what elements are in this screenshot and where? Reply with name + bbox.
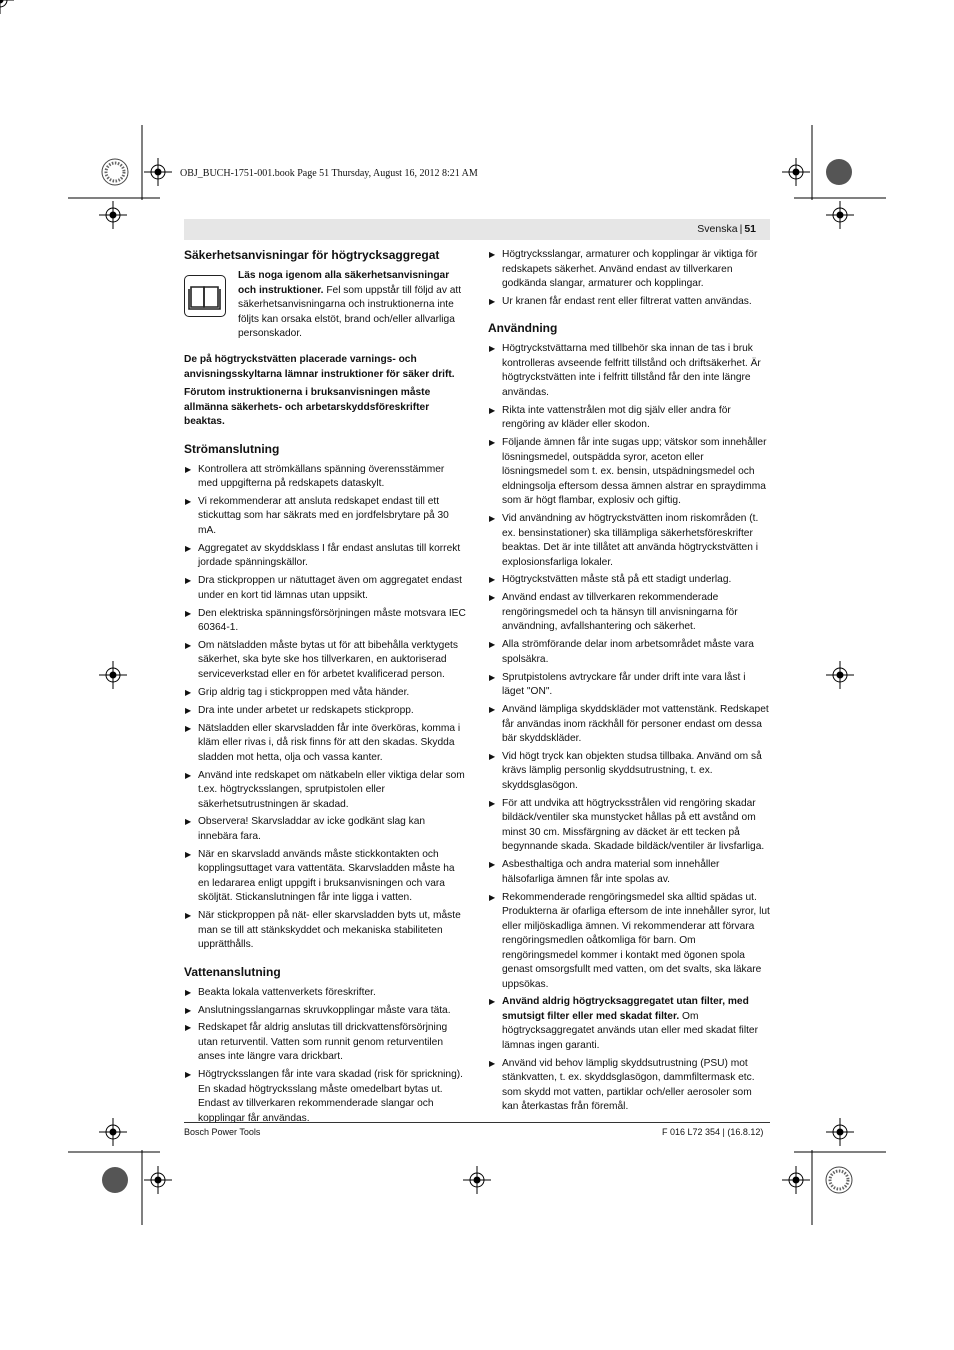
safety-paragraph: De på högtryckstvätten placerade varnings- och anvisningsskyltarna lämnar instruktioner för säker drift. [184,354,455,380]
bullet-arrow-icon: ▶ [185,770,192,780]
header-separator: | [739,223,743,235]
list-item: ▶ Sprutpistolens avtryckare får under drift inte vara låst i läget "ON". [489,671,746,698]
list-item: ▶ När en skarvsladd används måste stickkontakten och kopplingsuttaget vara vattentäta. Skarvsladden måste ha en ledararea enligt uppgift i bruksanvisningen och vara sköljtät. Stickanslutningen får inte ligga i vatten. [185,848,455,904]
list-item: ▶ Använd inte redskapet om nätkabeln eller viktiga delar som t.ex. högtrycksslangen, sprutpistolen eller säkerhetsutrustningen är skadad. [185,769,465,810]
list-item: ▶ Anslutningsslangarnas skruvkopplingar måste vara täta. [184,1004,466,1019]
right-column [488,248,770,1118]
footer-brand: Bosch Power Tools [184,1127,261,1137]
bullet-arrow-icon: ▶ [489,672,496,682]
bullet-arrow-icon: ▶ [185,1023,192,1033]
bullet-arrow-icon: ▶ [489,892,496,902]
warning-text [238,269,466,342]
list-item: ▶ Högtrycksslangar, armaturer och kopplingar är viktiga för redskapets säkerhet. Använd endast av tillverkaren godkända slangar, armaturer och kopplingar. [489,249,758,289]
list-item: ▶ Ur kranen får endast rent eller filtrerat vatten användas. [488,295,770,310]
hose-list [488,248,770,309]
bullet-arrow-icon: ▶ [185,687,192,697]
water-list [184,986,466,1127]
page-number: 51 [744,223,756,235]
bullet-arrow-icon: ▶ [489,405,496,415]
bullet-arrow-icon: ▶ [185,543,192,553]
list-item: ▶ Högtrycksslangen får inte vara skadad (risk för sprickning). En skadad högtrycksslang måste omedelbart bytas ut. Endast av tillverkaren rekommenderade slangar och kopplingar får användas. [185,1069,463,1124]
bullet-arrow-icon: ▶ [185,1070,192,1080]
usage-list [488,342,770,1114]
list-item: ▶ För att undvika att högtrycksstrålen vid rengöring skadar bildäck/ventiler ska munstycket hållas på ett avstånd om minst 30 cm. Missfärgning av däcket är ett tecken på begynnande skada. Skadade bildäck/ventiler är livsfarliga. [489,797,765,853]
list-item: ▶ Kontrollera att strömkällans spänning överensstämmer med uppgifterna på redskapets dataskylt. [185,463,445,489]
bullet-arrow-icon: ▶ [185,987,192,997]
left-column [184,248,466,1130]
bullet-arrow-icon: ▶ [489,438,496,448]
list-item: ▶ Om nätsladden måste bytas ut för att bibehålla verktygets säkerhet, ska byte ske hos tillverkaren, en auktoriserad serviceverkstad eller en för arbetet kvalificerad person. [185,639,458,680]
bullet-arrow-icon: ▶ [489,997,496,1007]
list-item: ▶ Observera! Skarvsladdar av icke godkänt slag kan innebära fara. [185,816,426,842]
list-item: ▶ Dra stickproppen ur nätuttaget även om aggregatet endast under en kort tid lämnas utan uppsikt. [185,575,462,601]
header-language: Svenska [697,223,738,235]
read-manual-icon [184,275,226,317]
safety-title: Säkerhetsanvisningar för högtrycksaggregat [184,248,440,262]
filter-warning-text: Om högtrycksaggregatet används utan eller med skadat filter lämnas ingen garanti. [502,1010,758,1051]
bullet-arrow-icon: ▶ [185,705,192,715]
bullet-arrow-icon: ▶ [185,640,192,650]
usage-title: Användning [488,321,558,336]
bullet-arrow-icon: ▶ [185,817,192,827]
bullet-arrow-icon: ▶ [185,1005,192,1015]
list-item: ▶ Högtryckstvättarna med tillbehör ska innan de tas i bruk kontrolleras avseende felfritt tillstånd och driftsäkerhet. Är högtryckstvätten inte i felfritt tillstånd får den inte längre användas. [489,343,761,398]
bullet-arrow-icon: ▶ [185,576,192,586]
filter-warning-bold: Använd aldrig högtrycksaggregatet utan filter, med smutsigt filter eller med skadat filter. [502,996,749,1022]
list-item: ▶ Vid högt tryck kan objekten studsa tillbaka. Använd om så krävs lämplig personlig skyddsutrustning, t. ex. skyddsglasögon. [489,750,762,791]
bullet-arrow-icon: ▶ [185,464,192,474]
list-item: ▶ Använd lämpliga skyddskläder mot vattenstänk. Redskapet får användas inom räckhåll för personer endast om dessa bär skyddskläder. [489,704,769,745]
list-item: ▶ Använd vid behov lämplig skyddsutrustning (PSU) mot stänkvatten, t. ex. skyddsglasögon, dammfiltermask etc. som skydd mot vatten, partiklar och/eller aerosoler som kan återkastas från föremål. [489,1057,755,1113]
footer-doc-number: F 016 L72 354 | (16.8.12) [662,1127,764,1137]
list-item: ▶ Aggregatet av skyddsklass I får endast anslutas till korrekt jordade spänningskällor. [185,542,461,569]
list-item: ▶ Dra inte under arbetet ur redskapets stickpropp. [184,704,466,719]
bullet-arrow-icon: ▶ [185,849,192,859]
warning-detail: Fel som uppstår till följd av att säkerhetsanvisningarna och instruktionerna inte följts kan orsaka elstöt, brand och/eller allvarliga personskador. [238,284,462,339]
list-item: ▶ Högtryckstvätten måste stå på ett stadigt underlag. [488,573,770,588]
bullet-arrow-icon: ▶ [489,860,496,870]
bullet-arrow-icon: ▶ [489,593,496,603]
warning-bold: Läs noga igenom alla säkerhetsanvisningar och instruktioner. [238,270,450,296]
power-title: Strömanslutning [184,441,280,456]
list-item: ▶ Alla strömförande delar inom arbetsområdet måste vara spolsäkra. [489,639,754,665]
header-text [697,223,756,235]
bullet-arrow-icon: ▶ [489,751,496,761]
list-item: ▶ Rikta inte vattenstrålen mot dig själv eller andra för rengöring av kläder eller skodon. [489,404,731,431]
bullet-arrow-icon: ▶ [185,608,192,618]
list-item: ▶ Redskapet får aldrig anslutas till drickvattensförsörjning utan returventil. Vatten som runnit genom returventilen anses inte längre vara drickbart. [185,1022,448,1063]
bullet-arrow-icon: ▶ [489,514,496,524]
list-item: ▶ Asbesthaltiga och andra material som innehåller hälsofarliga ämnen får inte spolas av. [489,859,720,885]
bullet-arrow-icon: ▶ [185,496,192,506]
bullet-arrow-icon: ▶ [489,250,496,259]
list-item: ▶ Grip aldrig tag i stickproppen med våta händer. [184,686,466,701]
bullet-arrow-icon: ▶ [489,798,496,808]
water-title: Vattenanslutning [184,964,281,979]
list-item: ▶ Nätsladden eller skarvsladden får inte överköras, komma i kläm eller rivas i, då risk finns för att den skadas. Skydda sladden mot hetta, olja och vassa kanter. [185,722,461,763]
footer-divider [184,1122,770,1123]
list-item [488,995,770,1053]
list-item: ▶ Rekommenderade rengöringsmedel ska alltid spädas ut. Produkterna är ofarliga eftersom de inte innehåller syror, lut eller miljöskadliga ämnen. Vi rekommenderar att förvara rengöringsmedlen oåtkomliga för barn. Om rengöringsmedel kommer i kontakt med ögonen spola genast omsorgsfullt med vatten, om det svalts, ska läkare uppsökas. [489,891,770,990]
bullet-arrow-icon: ▶ [489,296,496,306]
list-item: ▶ Följande ämnen får inte sugas upp; vätskor som innehåller lösningsmedel, outspädda syror, aceton eller lösningsmedel som t. ex. bensin, utspädningsmedel och eldningsolja eftersom dessa ämnen alstrar en spraydimma som är högt flambar, explosiv och giftig. [489,437,767,507]
bullet-arrow-icon: ▶ [185,723,192,733]
bullet-arrow-icon: ▶ [489,1058,496,1068]
list-item: ▶ Den elektriska spänningsförsörjningen måste motsvara IEC 60364-1. [185,607,466,634]
list-item: ▶ Vid användning av högtryckstvätten inom riskområden (t. ex. bensinstationer) ska tillämpliga säkerhetsföreskrifter beaktas. Det är inte tillåtet att använda högtryckstvätten i explosionsfarliga lokaler. [489,513,759,568]
safety-paragraph: Förutom instruktionerna i bruksanvisningen måste allmänna säkerhets- och arbetarskyddsföreskrifter beaktas. [184,387,431,427]
bullet-arrow-icon: ▶ [489,344,496,354]
bullet-arrow-icon: ▶ [185,911,192,921]
list-item: ▶ Använd endast av tillverkaren rekommenderade rengöringsmedel och ta hänsyn till anvisningarna för användning, avfallshantering och säkerhet. [489,592,738,633]
book-file-info: OBJ_BUCH-1751-001.book Page 51 Thursday, August 16, 2012 8:21 AM [180,168,478,179]
warning-block [184,269,466,347]
list-item: ▶ När stickproppen på nät- eller skarvsladden byts ut, måste man se till att stänkskyddet och mekaniska stabiliteten upprätthålls. [185,910,461,951]
page-header [184,219,770,240]
bullet-arrow-icon: ▶ [489,575,496,585]
bullet-arrow-icon: ▶ [489,705,496,715]
power-list [184,463,466,953]
bullet-arrow-icon: ▶ [489,640,496,650]
list-item: ▶ Beakta lokala vattenverkets föreskrifter. [184,986,466,1001]
list-item: ▶ Vi rekommenderar att ansluta redskapet endast till ett stickuttag som har säkrats med en jordfelsbrytare på 30 mA. [185,495,449,536]
